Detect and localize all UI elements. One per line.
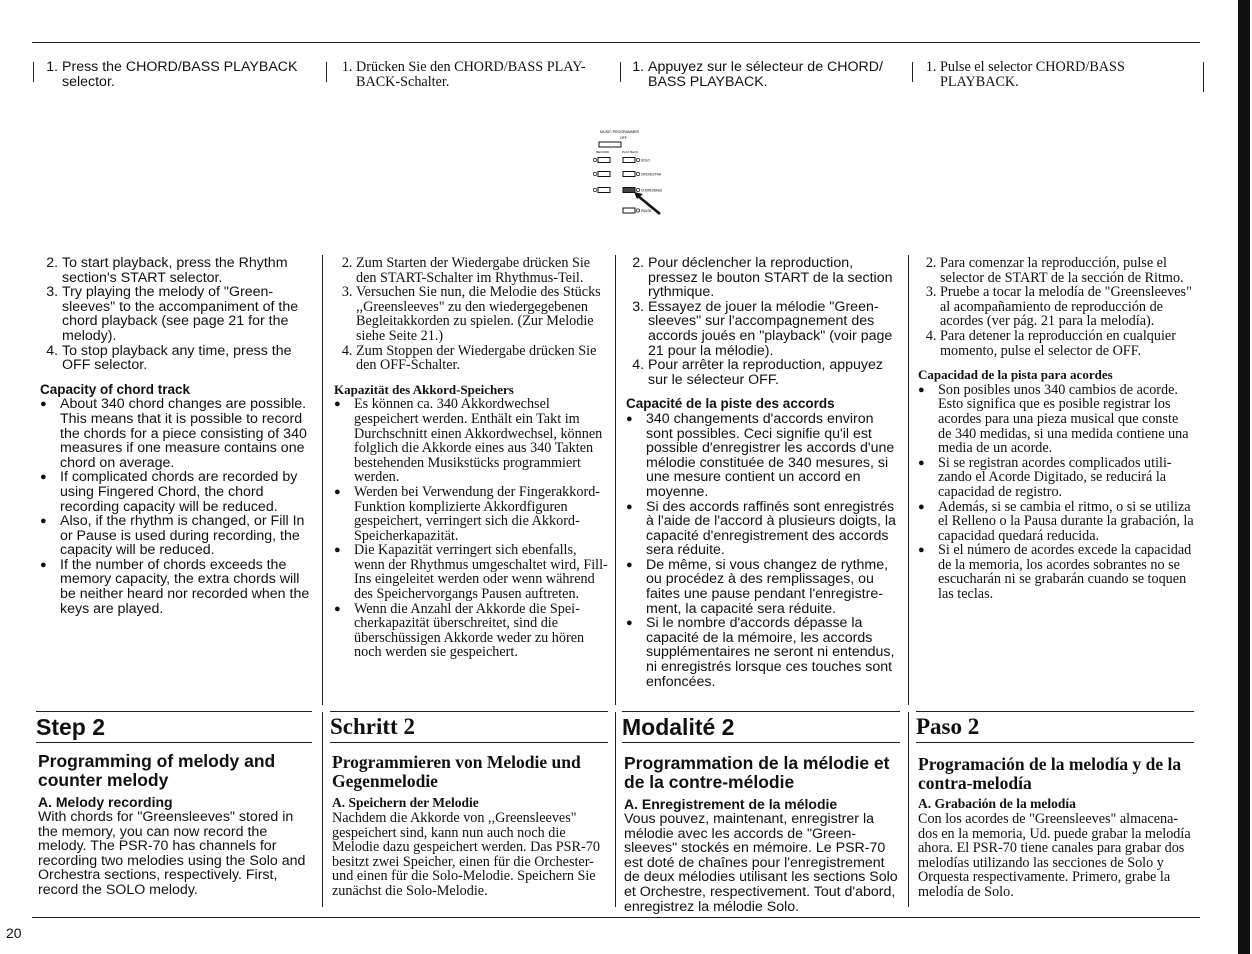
separator bbox=[615, 712, 616, 907]
list-item: ● Además, si se cambia el ritmo, o si se utiliza el Relleno o la Pausa durante la grabación, la capacidad quedará reducida. bbox=[918, 500, 1194, 544]
list-item: ● Si se registran acordes complicados utili-zando el Acorde Digitado, se reducirá la capacidad de registro. bbox=[918, 456, 1194, 500]
list-item: ● Also, if the rhythm is changed, or Fill In or Pause is used during recording, the capacity will be reduced. bbox=[40, 514, 315, 558]
fr-body: 2. Pour déclencher la reproduction, pressez le bouton START de la section rythmique. 3. Essayez de jouer la mélodie "Green-sleeves" sur l'accompagnement des accords joués en "playback" (voir page 21 pour la mélodie). 4. Pour arrêter la reproduction, appuyez sur le sélecteur OFF. Capacité de la piste des accords ● 340 changements d'accords environ sont possibles. Ceci signifie qu'il est possible d'enregistrer les accords d'une mélodie constituée de 340 mesures, si une mesure contient un accord en moyenne. ● Si des accords raffinés sont enregistrés à l'aide de l'accord à plusieurs doigts, la capacité d'enregistrement des accords sera réduite. ● De même, si vous changez de rythme, ou procédez à des remplissages, ou faites une pause pendant l'enregistre-ment, la capacité sera réduite. ● Si le nombre d'accords dépasse la capacité de la mémoire, les accords supplémentaires ne seront ni entendus, ni enregistrés lorsque ces touches sont enfoncées. bbox=[626, 256, 902, 689]
led bbox=[593, 172, 596, 175]
list-item: ● Wenn die Anzahl der Akkorde die Spei-cherkapazität überschreitet, sind die überschüssigen Akkorde weder zu hören noch werden sie gespeichert. bbox=[334, 602, 608, 660]
en-sub-title: A. Melody recording bbox=[38, 794, 173, 810]
separator bbox=[326, 62, 327, 82]
list-item: ● Si le nombre d'accords dépasse la capacité de la mémoire, les accords supplémentaires ne seront ni entendus, ni enregistrés lorsque ces touches sont enfoncées. bbox=[626, 616, 902, 689]
list-item: ● Si el número de acordes excede la capacidad de la memoria, los acordes sobrantes no se escucharán ni se grabarán cuando se toquen las teclas. bbox=[918, 543, 1194, 601]
en-capacity-title: Capacity of chord track bbox=[40, 381, 191, 397]
fr-capacity-title: Capacité de la piste des accords bbox=[626, 396, 835, 412]
en-step-title: Step 2 bbox=[36, 712, 312, 743]
diagram-title: MUSIC PROGRAMMER bbox=[600, 130, 640, 134]
fr-step-title: Modalité 2 bbox=[622, 712, 900, 743]
page-number: 20 bbox=[6, 925, 22, 941]
separator bbox=[1203, 62, 1204, 92]
diagram-solo-label: SOLO bbox=[641, 158, 650, 163]
en-step1: 1. Press the CHORD/BASS PLAYBACK selector. bbox=[40, 60, 310, 89]
de-step1: 1. Drücken Sie den CHORD/BASS PLAY-BACK-Schalter. bbox=[334, 60, 609, 89]
led bbox=[636, 158, 639, 161]
off-button bbox=[599, 142, 621, 147]
separator bbox=[912, 62, 913, 82]
record-chord-button bbox=[598, 188, 610, 193]
de-step-title: Schritt 2 bbox=[330, 712, 608, 743]
diagram-orchestra-label: ORCHESTRA bbox=[641, 172, 662, 177]
separator bbox=[620, 62, 621, 82]
de-body: 2. Zum Starten der Wiedergabe drücken Sie den START-Schalter im Rhythmus-Teil. 3. Versuchen Sie nun, die Melodie des Stücks ,,Greensleeves" zu den wiedergegebenen Begleitakkorden zu spielen. (Zur Melodie siehe Seite 21.) 4. Zum Stoppen der Wiedergabe drücken Sie den OFF-Schalter. Kapazität des Akkord-Speichers ● Es können ca. 340 Akkordwechsel gespeichert werden. Enthält ein Takt im Durchschnitt einen Akkordwechsel, können folglich die Akkorde eines aus 340 Takten bestehenden Musikstücks programmiert werden. ● Werden bei Verwendung der Fingerakkord-Funktion komplizierte Akkordfiguren gespeichert, verringert sich die Akkord-Speicherkapazität. ● Die Kapazität verringert sich ebenfalls, wenn der Rhythmus umgeschaltet wird, Fill-Ins eingeleitet werden oder wenn während des Speichervorgangs Pausen auftreten. ● Wenn die Anzahl der Akkorde die Spei-cherkapazität überschreitet, sind die überschüssigen Akkorde weder zu hören noch werden sie gespeichert. bbox=[334, 256, 608, 660]
list-item: ● About 340 chord changes are possible. This means that it is possible to record the chords for a piece consisting of 340 measures if one measure contains one chord on average. bbox=[40, 397, 315, 470]
diagram-playback-label: PLAY BACK bbox=[622, 150, 639, 154]
page-edge-bar bbox=[1238, 0, 1250, 954]
es-sub-title: A. Grabación de la melodía bbox=[918, 796, 1076, 811]
diagram-record-label: RECORD bbox=[596, 150, 610, 154]
separator bbox=[908, 255, 909, 705]
list-item: ● Werden bei Verwendung der Fingerakkord-Funktion komplizierte Akkordfiguren gespeichert, verringert sich die Akkord-Speicherkapazität. bbox=[334, 485, 608, 543]
led bbox=[593, 158, 596, 161]
led bbox=[636, 188, 639, 191]
list-item: ● Es können ca. 340 Akkordwechsel gespeichert werden. Enthält ein Takt im Durchschnitt einen Akkordwechsel, können folglich die Akkorde eines aus 340 Takten bestehenden Musikstücks programmiert werden. bbox=[334, 397, 608, 485]
es-capacity-title: Capacidad de la pista para acordes bbox=[918, 367, 1113, 383]
separator bbox=[615, 255, 616, 705]
bottom-rule bbox=[32, 917, 1200, 918]
list-item: ● Son posibles unos 340 cambios de acorde. Esto significa que es posible registrar los acordes para una pieza musical que conste de 340 medidas, si una medida contiene una media de un acorde. bbox=[918, 383, 1194, 456]
record-orchestra-button bbox=[598, 172, 610, 177]
diagram-off-label: OFF bbox=[620, 136, 627, 140]
list-item: ● Die Kapazität verringert sich ebenfalls, wenn der Rhythmus umgeschaltet wird, Fill-Ins eingeleitet werden oder wenn während des Speichervorgangs Pausen auftreten. bbox=[334, 543, 608, 601]
en-section-text: With chords for "Greensleeves" stored in the memory, you can now record the melody. The PSR-70 has channels for recording two melodies using the Solo and Orchestra sections, respectively. First, record the SOLO melody. bbox=[38, 809, 306, 898]
top-rule bbox=[32, 42, 1200, 43]
es-step1: 1. Pulse el selector CHORD/BASS PLAYBACK. bbox=[918, 60, 1168, 89]
es-section-text: Con los acordes de "Greensleeves" almacena-dos en la memoria, Ud. puede grabar la melodía ahora. El PSR-70 tiene canales para grabar dos melodías utilizando las secciones de Solo y Orquesta respectivamente. Primero, grabe la melodía de Solo. bbox=[918, 811, 1191, 900]
fr-sub-title: A. Enregistrement de la mélodie bbox=[624, 796, 838, 812]
led bbox=[636, 209, 639, 212]
en-body: 2. To start playback, press the Rhythm section's START selector. 3. Try playing the melody of "Green-sleeves" to the accompaniment of the chord playback (see page 21 for the melody). 4. To stop playback any time, press the OFF selector. Capacity of chord track ● About 340 chord changes are possible. This means that it is possible to record the chords for a piece consisting of 340 measures if one measure contains one chord on average. ● If complicated chords are recorded by using Fingered Chord, the chord recording capacity will be reduced. ● Also, if the rhythm is changed, or Fill In or Pause is used during recording, the capacity will be reduced. ● If the number of chords exceeds the memory capacity, the extra chords will be neither heard nor recorded when the keys are played. bbox=[40, 256, 315, 616]
list-item: ● 340 changements d'accords environ sont possibles. Ceci signifie qu'il est possible d'enregistrer les accords d'une mélodie constituée de 340 mesures, si une mesure contient un accord en moyenne. bbox=[626, 412, 902, 500]
fr-step1: 1. Appuyez sur le sélecteur de CHORD/ BASS PLAYBACK. bbox=[626, 60, 896, 89]
separator bbox=[908, 712, 909, 907]
es-step-title: Paso 2 bbox=[916, 712, 1194, 743]
led bbox=[593, 188, 596, 191]
de-sub-title: A. Speichern der Melodie bbox=[332, 795, 479, 810]
de-capacity-title: Kapazität des Akkord-Speichers bbox=[334, 381, 514, 397]
fr-section-text: Vous pouvez, maintenant, enregistrer la mélodie avec les accords de "Green-sleeves" stockés en mémoire. Le PSR-70 est doté de chaînes pour l'enregistrement de deux mélodies utilisant les sections Solo et Orchestre, respectivement. Tout d'abord, enregistrez la mélodie Solo. bbox=[624, 811, 898, 915]
list-item: ● Si des accords raffinés sont enregistrés à l'aide de l'accord à plusieurs doigts, la capacité d'enregistrement des accords sera réduite. bbox=[626, 500, 902, 558]
de-section-text: Nachdem die Akkorde von ,,Greensleeves" gespeichert sind, kann nun auch noch die Melodie dazu gespeichert werden. Das PSR-70 besitzt zwei Speicher, einen für die Orchester- und einen für die Solo-Melodie. Speichern Sie zunächst die Solo-Melodie. bbox=[332, 810, 600, 899]
playback-chord-button bbox=[623, 188, 635, 193]
diagram-pause-label: PAUSE bbox=[641, 209, 652, 213]
list-item: ● De même, si vous changez de rythme, ou procédez à des remplissages, ou faites une pause pendant l'enregistre-ment, la capacité sera réduite. bbox=[626, 558, 902, 616]
list-item: ● If complicated chords are recorded by using Fingered Chord, the chord recording capacity will be reduced. bbox=[40, 470, 315, 514]
playback-orchestra-button bbox=[623, 172, 635, 177]
es-section-title: Programación de la melodía y de la contra-melodía bbox=[918, 754, 1182, 793]
fr-section-title: Programmation de la mélodie et de la contre-mélodie bbox=[624, 753, 890, 792]
separator bbox=[322, 255, 323, 705]
diagram-chordbass-label: CHORD/BASS bbox=[641, 188, 663, 193]
music-programmer-diagram bbox=[590, 128, 676, 220]
es-body: 2. Para comenzar la reproducción, pulse el selector de START de la sección de Ritmo. 3. Pruebe a tocar la melodía de "Greensleeves" al acompañamiento de reproducción de acordes (ver pág. 21 para la melodía). 4. Para detener la reproducción en cualquier momento, pulse el selector de OFF. Capacidad de la pista para acordes ● Son posibles unos 340 cambios de acorde. Esto significa que es posible registrar los acordes para una pieza musical que conste de 340 medidas, si una medida contiene una media de un acorde. ● Si se registran acordes complicados utili-zando el Acorde Digitado, se reducirá la capacidad de registro. ● Además, si se cambia el ritmo, o si se utiliza el Relleno o la Pausa durante la grabación, la capacidad quedará reducida. ● Si el número de acordes excede la capacidad de la memoria, los acordes sobrantes no se escucharán ni se grabarán cuando se toquen las teclas. bbox=[918, 256, 1194, 602]
list-item: ● If the number of chords exceeds the memory capacity, the extra chords will be neither heard nor recorded when the keys are played. bbox=[40, 558, 315, 616]
en-section-title: Programming of melody and counter melody bbox=[38, 751, 276, 790]
playback-solo-button bbox=[623, 158, 635, 163]
led bbox=[636, 172, 639, 175]
separator bbox=[322, 712, 323, 907]
separator bbox=[33, 62, 34, 82]
pause-button bbox=[623, 208, 635, 213]
record-solo-button bbox=[598, 158, 610, 163]
de-section-title: Programmieren von Melodie und Gegenmelodie bbox=[332, 752, 581, 791]
